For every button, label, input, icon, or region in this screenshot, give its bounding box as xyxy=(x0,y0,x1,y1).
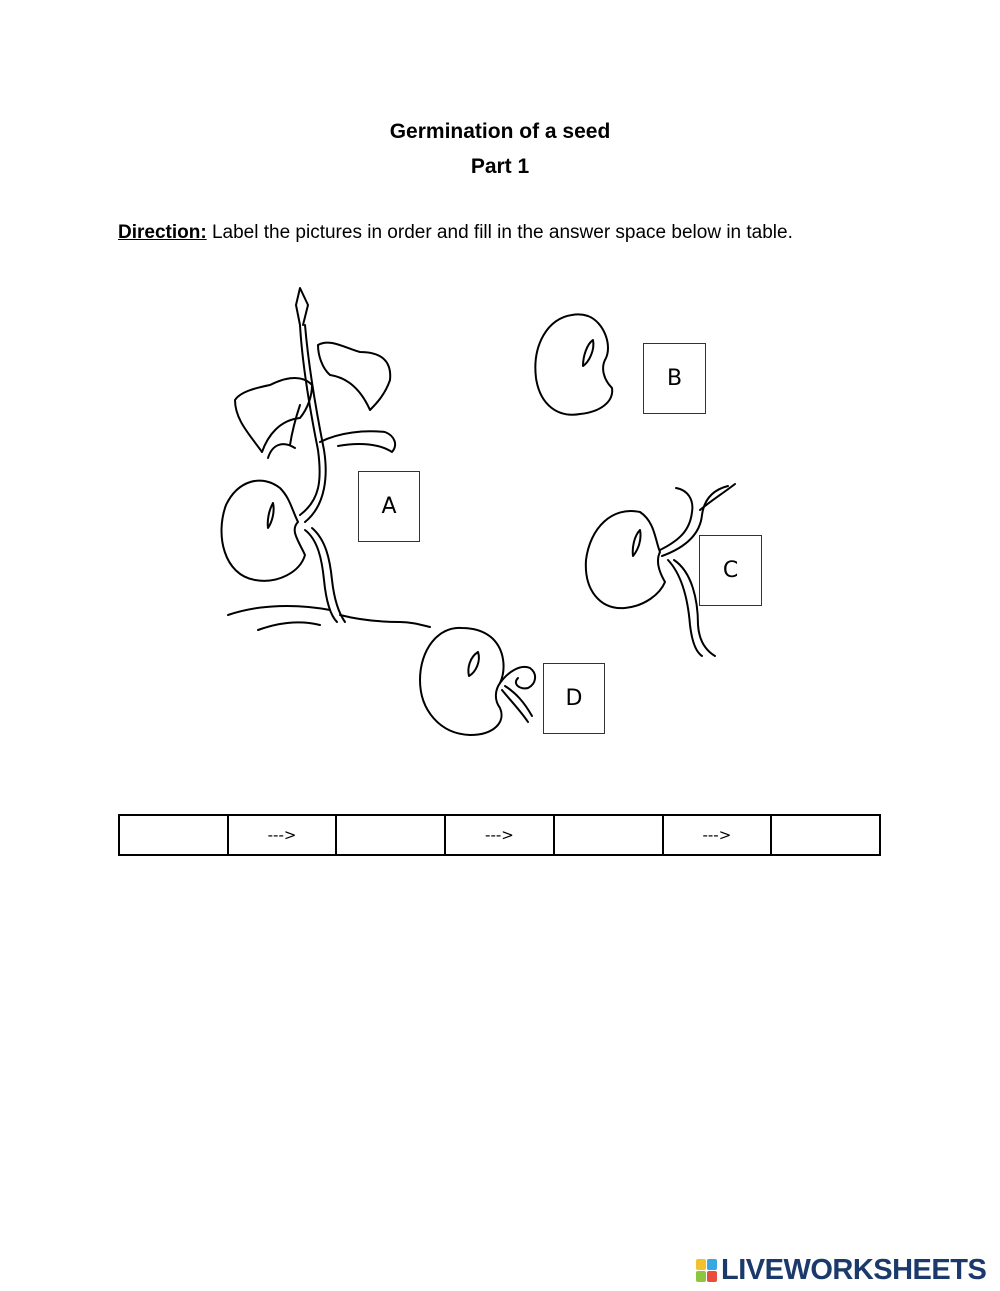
arrow-cell: ---> xyxy=(663,815,772,855)
logo-text: LIVEWORKSHEETS xyxy=(721,1253,987,1286)
answer-cell-4[interactable] xyxy=(771,815,880,855)
direction-body: Label the pictures in order and fill in the answer space below in table. xyxy=(206,222,793,243)
liveworksheets-logo xyxy=(696,1253,986,1287)
label-box-a: A xyxy=(358,471,420,542)
label-box-c: C xyxy=(699,535,762,606)
answer-cell-2[interactable] xyxy=(336,815,445,855)
logo-icon xyxy=(696,1259,717,1282)
worksheet-title: Germination of a seed xyxy=(389,120,611,143)
answer-table xyxy=(118,814,881,856)
direction-lead: Direction: xyxy=(118,222,207,243)
label-box-b: B xyxy=(643,343,706,414)
worksheet-subtitle: Part 1 xyxy=(470,155,530,178)
answer-cell-3[interactable] xyxy=(554,815,663,855)
arrow-cell: ---> xyxy=(228,815,337,855)
label-box-d: D xyxy=(543,663,605,734)
seed-drawing-d xyxy=(420,628,535,735)
answer-cell-1[interactable] xyxy=(119,815,228,855)
answer-row xyxy=(119,815,880,855)
seedling-drawing-a xyxy=(222,288,430,630)
arrow-cell: ---> xyxy=(445,815,554,855)
seed-drawing-b xyxy=(535,314,612,414)
